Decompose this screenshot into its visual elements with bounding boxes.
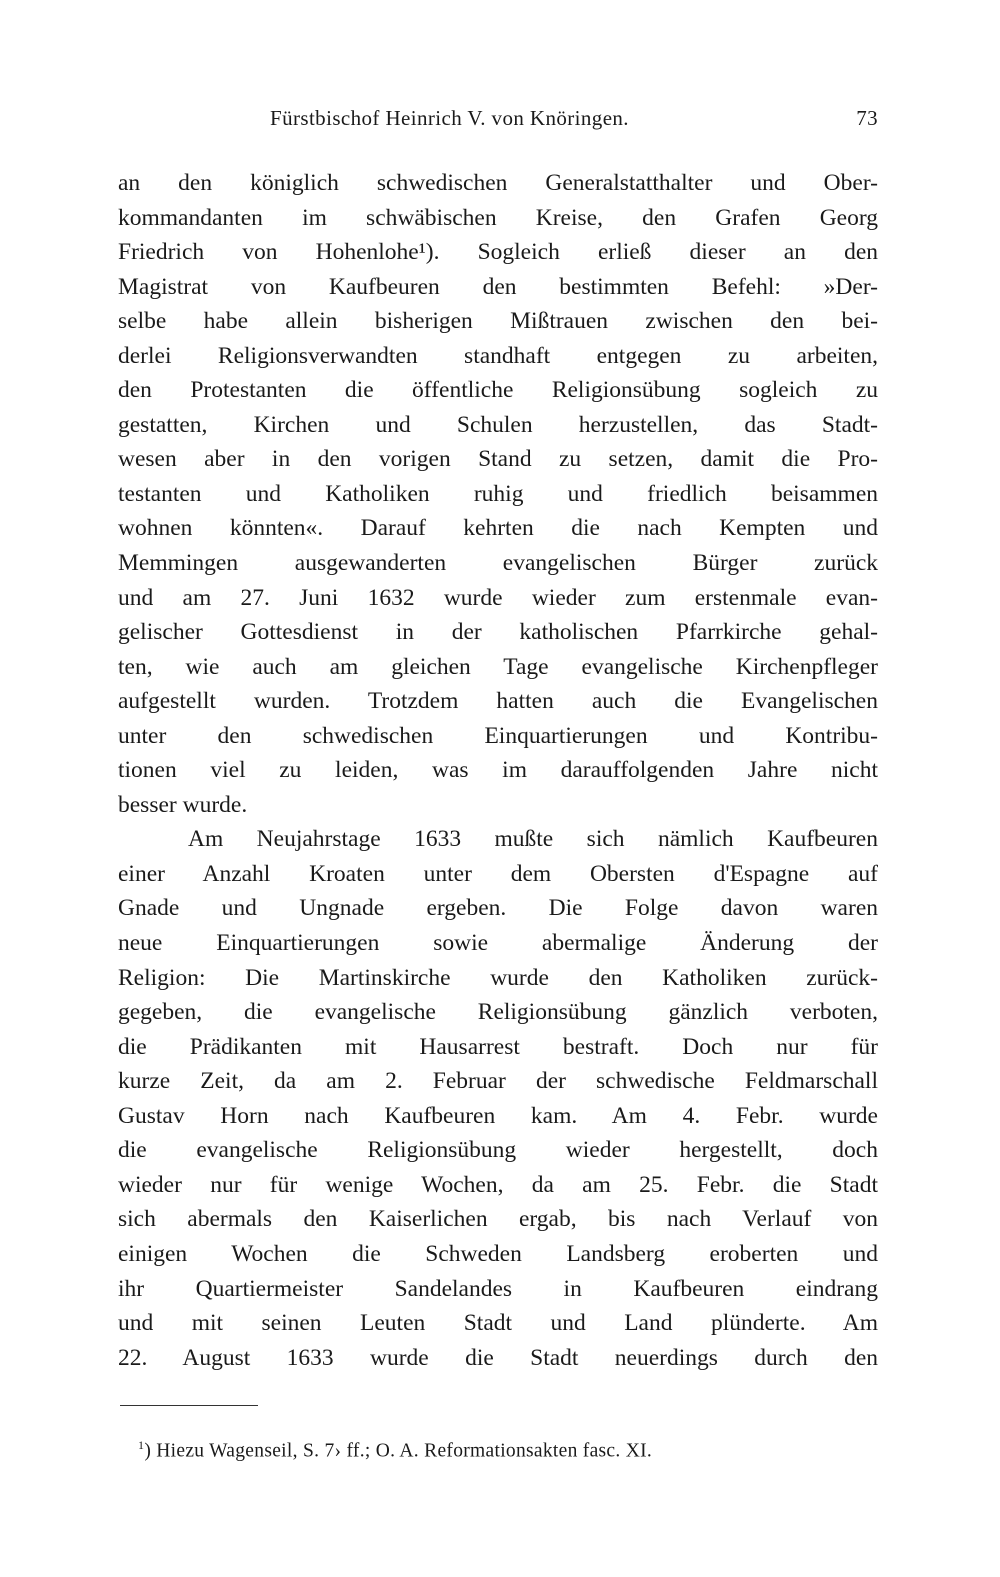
text-line: Gustav Horn nach Kaufbeuren kam. Am 4. Febr. wurde	[118, 1102, 878, 1129]
text-line: gestatten, Kirchen und Schulen herzustellen, das Stadt-	[118, 411, 878, 438]
text-line: gegeben, die evangelische Religionsübung gänzlich verboten,	[118, 999, 878, 1026]
text-line: einigen Wochen die Schweden Landsberg eroberten und	[118, 1240, 878, 1267]
text-line: die Prädikanten mit Hausarrest bestraft. Doch nur für	[118, 1033, 878, 1060]
text-line: neue Einquartierungen sowie abermalige Änderung der	[118, 930, 878, 957]
text-line: wohnen könnten«. Darauf kehrten die nach Kempten und	[118, 515, 878, 542]
text-line: ten, wie auch am gleichen Tage evangelische Kirchenpfleger	[118, 653, 878, 680]
text-line: gelischer Gottesdienst in der katholischen Pfarrkirche gehal-	[118, 619, 878, 646]
text-line: die evangelische Religionsübung wieder hergestellt, doch	[118, 1137, 878, 1164]
footnote-marker: 1	[138, 1438, 145, 1452]
paragraph-1	[118, 166, 878, 822]
text-line: tionen viel zu leiden, was im darauffolgenden Jahre nicht	[118, 757, 878, 784]
running-head	[118, 106, 878, 136]
text-line: den Protestanten die öffentliche Religionsübung sogleich zu	[118, 377, 878, 404]
text-line: einer Anzahl Kroaten unter dem Obersten d'Espagne auf	[118, 860, 878, 887]
text-line: an den königlich schwedischen Generalstatthalter und Ober-	[118, 170, 878, 196]
text-line: sich abermals den Kaiserlichen ergab, bis nach Verlauf von	[118, 1206, 878, 1233]
text-line: Am Neujahrstage 1633 mußte sich nämlich Kaufbeuren	[188, 826, 878, 853]
text-line: Gnade und Ungnade ergeben. Die Folge davon waren	[118, 895, 878, 922]
text-line: aufgestellt wurden. Trotzdem hatten auch die Evangelischen	[118, 688, 878, 715]
text-line: derlei Religionsverwandten standhaft entgegen zu arbeiten,	[118, 342, 878, 369]
footnote-text: ) Hiezu Wagenseil, S. 7› ff.; O. A. Reformationsakten fasc. XI.	[144, 1440, 653, 1462]
body-text	[118, 166, 878, 1375]
text-line: Religion: Die Martinskirche wurde den Katholiken zurück-	[118, 964, 878, 991]
running-title: Fürstbischof Heinrich V. von Knöringen.	[270, 106, 629, 130]
text-line: selbe habe allein bisherigen Mißtrauen zwischen den bei-	[118, 308, 878, 335]
text-line: und mit seinen Leuten Stadt und Land plünderte. Am	[118, 1310, 878, 1337]
text-line: Memmingen ausgewanderten evangelischen Bürger zurück	[118, 550, 878, 577]
text-line: wesen aber in den vorigen Stand zu setzen, damit die Pro-	[118, 446, 878, 473]
page-number: 73	[856, 106, 878, 130]
footnote	[118, 1430, 878, 1467]
text-line: Friedrich von Hohenlohe¹). Sogleich erließ dieser an den	[118, 239, 878, 266]
text-line: ihr Quartiermeister Sandelandes in Kaufbeuren eindrang	[118, 1275, 878, 1302]
text-line: testanten und Katholiken ruhig und friedlich beisammen	[118, 480, 878, 507]
text-line: Magistrat von Kaufbeuren den bestimmten Befehl: »Der-	[118, 273, 878, 300]
text-line: wieder nur für wenige Wochen, da am 25. Febr. die Stadt	[118, 1171, 878, 1198]
text-line: besser wurde.	[118, 791, 248, 818]
text-line: kommandanten im schwäbischen Kreise, den Grafen Georg	[118, 204, 878, 231]
text-line: 22. August 1633 wurde die Stadt neuerdings durch den	[118, 1344, 878, 1371]
text-line: kurze Zeit, da am 2. Februar der schwedische Feldmarschall	[118, 1068, 878, 1095]
text-line: unter den schwedischen Einquartierungen und Kontribu-	[118, 722, 878, 749]
paragraph-2	[118, 822, 878, 1375]
footnote-divider	[120, 1405, 258, 1406]
text-line: und am 27. Juni 1632 wurde wieder zum erstenmale evan-	[118, 584, 878, 611]
